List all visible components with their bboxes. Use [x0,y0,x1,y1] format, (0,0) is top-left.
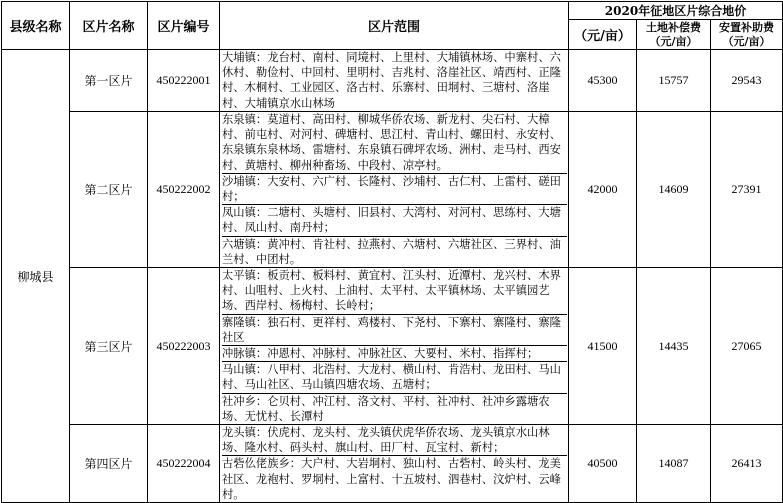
range-entry: 社冲乡：仑贝村、冲江村、洛文村、平村、社冲村、社冲乡露塘农场、无忧村、长潭村 [222,394,550,423]
land-price-table [1,1,783,503]
zone-price: 42000 [569,112,637,268]
header-range: 区片范围 [220,2,569,50]
header-land-comp-unit: （元/亩） [649,34,698,48]
range-entry: 六塘镇：黄冲村、肯社村、拉燕村、六塘村、六塘社区、三界村、油兰村、中团村。 [222,237,561,266]
table-row [2,112,783,268]
zone-range [220,112,569,268]
resettlement-subsidy: 29543 [711,50,783,112]
header-group-title: 2020年征地区片综合地价 [569,2,783,20]
land-compensation: 14609 [637,112,711,268]
header-land-comp [637,20,711,50]
zone-code: 450222001 [148,50,220,112]
header-resettle-label: 安置补助费 [719,20,774,34]
range-entry: 寨隆镇：独石村、更祥村、鸡楼村、下尧村、下寨村、寨隆村、寨隆社区 [222,315,567,346]
range-entry: 凤山镇：二塘村、头塘村、旧县村、大湾村、对河村、思练村、大塘村、凤山村、南丹村； [222,205,567,236]
resettlement-subsidy: 26413 [711,425,783,503]
land-compensation: 15757 [637,50,711,112]
zone-name: 第三区片 [70,268,148,425]
zone-code: 450222002 [148,112,220,268]
zone-price: 41500 [569,268,637,425]
range-entry: 古砦仫佬族乡：大户村、大岩垌村、独山村、古砦村、岭头村、龙美社区、龙袍村、罗垌村、上富村、十五坡村、泗巷村、汶炉村、云峰村。 [222,457,561,501]
range-entry: 大埔镇：龙台村、南村、同境村、上里村、大埔镇林场、中寨村、六休村、勒俭村、中回村、里明村、吉兆村、洛崖社区、靖西村、正隆村、木桐村、工业园区、洛古村、乐寨村、田垌村、三塘村、洛崖村、大埔镇京水山林场 [222,51,561,110]
zone-name: 第一区片 [70,50,148,112]
range-entry: 沙埔镇：大安村、六广村、长隆村、沙埔村、古仁村、上雷村、磋田村； [222,174,567,205]
header-land-comp-label: 土地补偿费 [646,20,701,34]
header-county: 县级名称 [2,2,70,50]
header-resettle [711,20,783,50]
zone-range [220,268,569,425]
zone-range [220,50,569,112]
range-entry: 东泉镇：莫道村、高田村、柳城华侨农场、新龙村、尖石村、大樟村、前屯村、对河村、碑塘村、思江村、青山村、螺田村、永安村、东泉镇东泉林场、雷塘村、东泉镇石碑坪农场、洲村、走马村、西安村、黄塘村、柳州种畜场、中段村、凉亭村。 [222,112,567,174]
resettlement-subsidy: 27065 [711,268,783,425]
zone-price: 45300 [569,50,637,112]
table-row [2,50,783,112]
table-row [2,268,783,425]
land-compensation: 14087 [637,425,711,503]
zone-name: 第二区片 [70,112,148,268]
zone-code: 450222004 [148,425,220,503]
land-compensation: 14435 [637,268,711,425]
header-zone-name: 区片名称 [70,2,148,50]
header-price-unit: （元/亩） [569,20,637,50]
zone-price: 40500 [569,425,637,503]
county-name: 柳城县 [2,50,70,503]
zone-range [220,425,569,503]
range-entry: 龙头镇：伏虎村、龙头村、龙头镇伏虎华侨农场、龙头镇京水山林场、隆水村、码头村、旗山村、田厂村、瓦宝村、新村； [222,425,567,456]
zone-code: 450222003 [148,268,220,425]
range-entry: 马山镇：八甲村、北浩村、大龙村、横山村、肯浩村、龙田村、马山村、马山社区、马山镇四塘农场、五塘村； [222,362,567,393]
zone-name: 第四区片 [70,425,148,503]
range-entry: 冲脉镇：冲恩村、冲脉村、冲脉社区、大要村、米村、指挥村； [222,346,567,362]
resettlement-subsidy: 27391 [711,112,783,268]
header-resettle-unit: （元/亩） [722,34,771,48]
table-row [2,425,783,503]
range-entry: 太平镇：板贡村、板料村、黄宜村、江头村、近潭村、龙兴村、木界村、山咀村、上火村、上油村、太平村、太平镇林场、太平镇园艺场、西岸村、杨梅村、长岭村； [222,268,567,315]
header-zone-code: 区片编号 [148,2,220,50]
